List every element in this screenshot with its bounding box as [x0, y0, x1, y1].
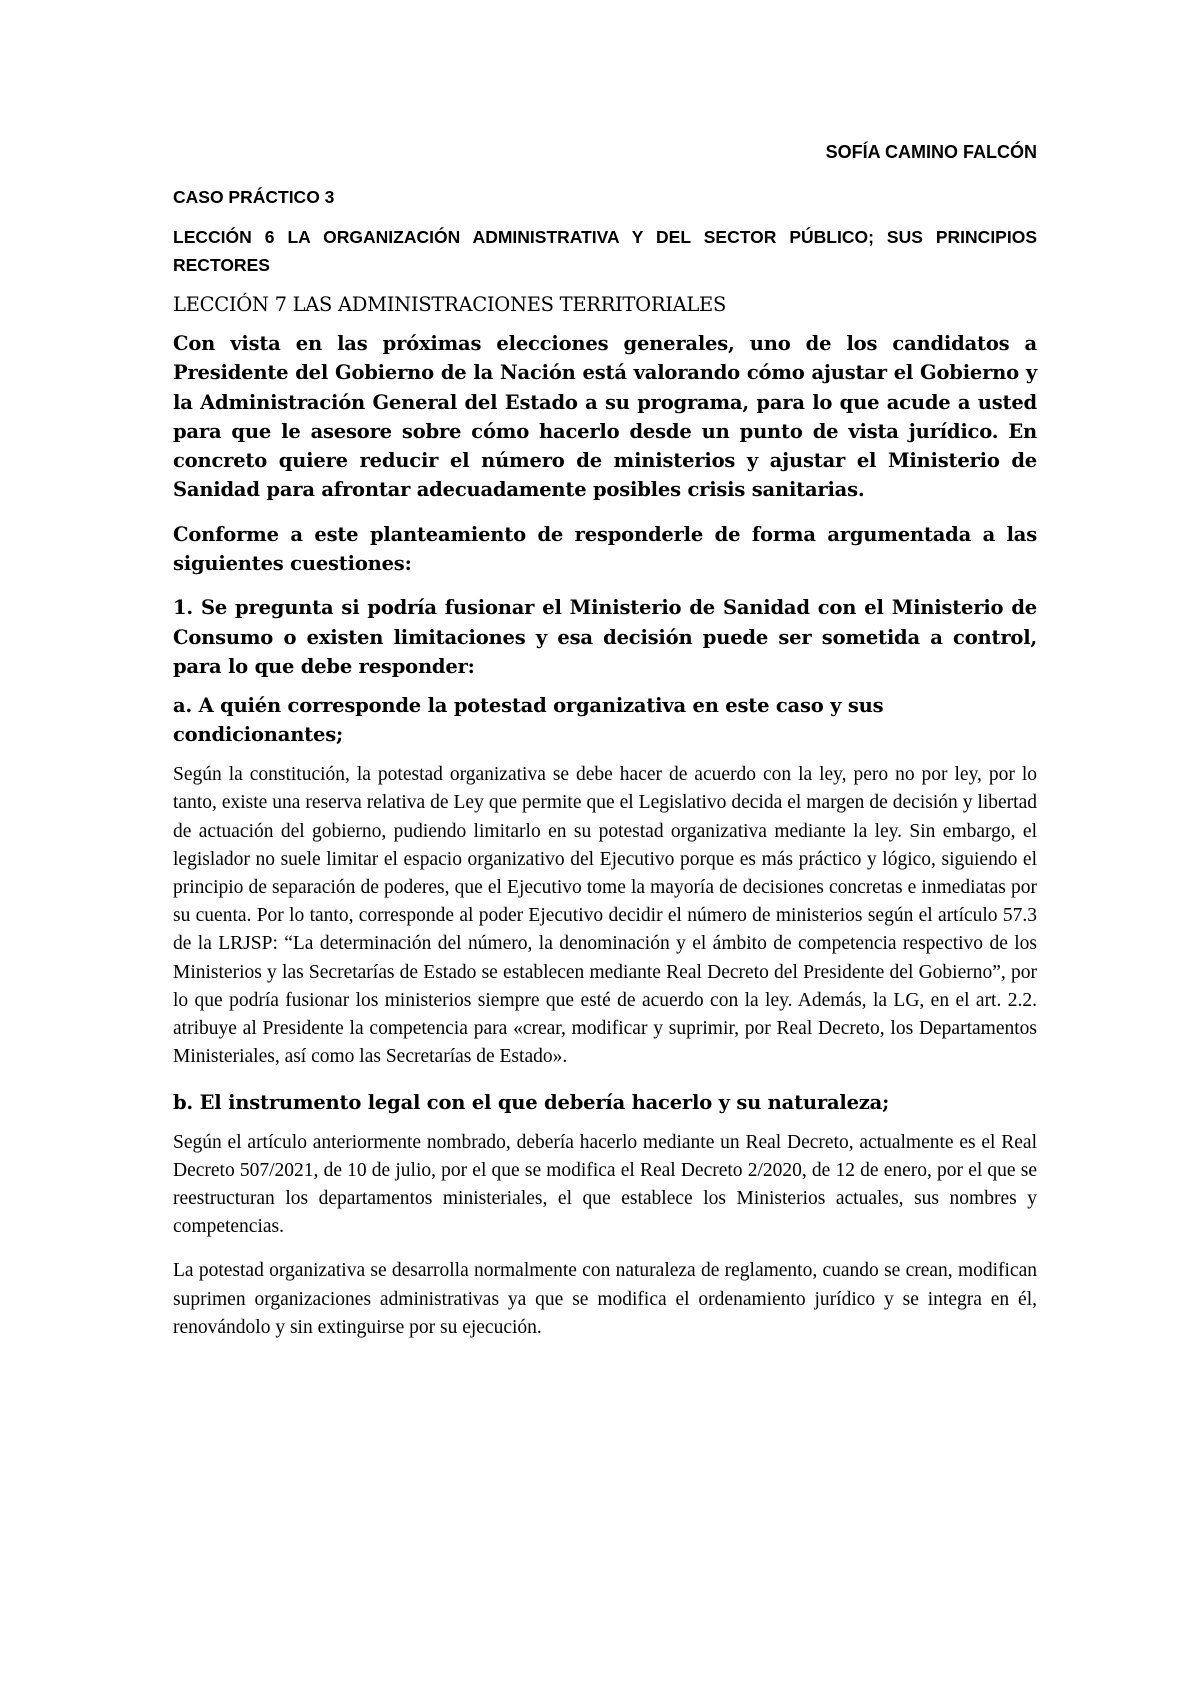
answer-b-paragraph-2: La potestad organizativa se desarrolla normalmente con naturaleza de reglamento, cuando se crean, modifican suprimen organizaciones administrativas ya que se modifica el ordenamiento jurídico y se integra en él, renovándolo y sin extinguirse por su ejecución.: [173, 1260, 1037, 1338]
case-prompt: Conforme a este planteamiento de responderle de forma argumentada a las siguientes cuestiones:: [173, 522, 1037, 576]
answer-b-paragraph-1: Según el artículo anteriormente nombrado, debería hacerlo mediante un Real Decreto, actualmente es el Real Decreto 507/2021, de 10 de julio, por el que se modifica el Real Decreto 2/2020, de 12 de enero, por el que se reestructuran los departamentos ministeriales, el que establece los Ministerios actuales, sus nombres y competencias.: [173, 1131, 1037, 1238]
case-title: CASO PRÁCTICO 3: [173, 187, 335, 207]
author-name: SOFÍA CAMINO FALCÓN: [825, 142, 1037, 162]
question-a: a. A quién corresponde la potestad organizativa en este caso y sus condicionantes;: [173, 694, 884, 747]
case-statement: Con vista en las próximas elecciones generales, uno de los candidatos a Presidente del Gobierno de la Nación está valorando cómo ajustar el Gobierno y la Administración General del Estado a su programa, para lo que acude a usted para que le asesore sobre cómo hacerlo desde un punto de vista jurídico. En concreto quiere reducir el número de ministerios y ajustar el Ministerio de Sanidad para afrontar adecuadamente posibles crisis sanitarias.: [173, 332, 1037, 502]
document-body: [173, 140, 1037, 1358]
question-1: 1. Se pregunta si podría fusionar el Ministerio de Sanidad con el Ministerio de Consumo o existen limitaciones y esa decisión puede ser sometida a control, para lo que debe responder:: [173, 596, 1037, 678]
question-b: b. El instrumento legal con el que debería hacerlo y su naturaleza;: [173, 1090, 890, 1114]
lesson-7-heading: LECCIÓN 7 LAS ADMINISTRACIONES TERRITORIALES: [173, 293, 727, 316]
answer-a: Según la constitución, la potestad organizativa se debe hacer de acuerdo con la ley, pero no por ley, por lo tanto, existe una reserva relativa de Ley que permite que el Legislativo decida el margen de decisión y libertad de actuación del gobierno, pudiendo limitarlo en su potestad organizativa mediante la ley. Sin embargo, el legislador no suele limitar el espacio organizativo del Ejecutivo porque es más práctico y lógico, siguiendo el principio de separación de poderes, que el Ejecutivo tome la mayoría de decisiones concretas e inmediatas por su cuenta. Por lo tanto, corresponde al poder Ejecutivo decidir el número de ministerios según el artículo 57.3 de la LRJSP: “La determinación del número, la denominación y el ámbito de competencia respectivo de los Ministerios y las Secretarías de Estado se establecen mediante Real Decreto del Presidente del Gobierno”, por lo que podría fusionar los ministerios siempre que esté de acuerdo con la ley. Además, la LG, en el art. 2.2. atribuye al Presidente la competencia para «crear, modificar y suprimir, por Real Decreto, los Departamentos Ministeriales, así como las Secretarías de Estado».: [173, 764, 1037, 1068]
lesson-6-heading: LECCIÓN 6 LA ORGANIZACIÓN ADMINISTRATIVA Y DEL SECTOR PÚBLICO; SUS PRINCIPIOS RECTORES: [173, 227, 1037, 275]
